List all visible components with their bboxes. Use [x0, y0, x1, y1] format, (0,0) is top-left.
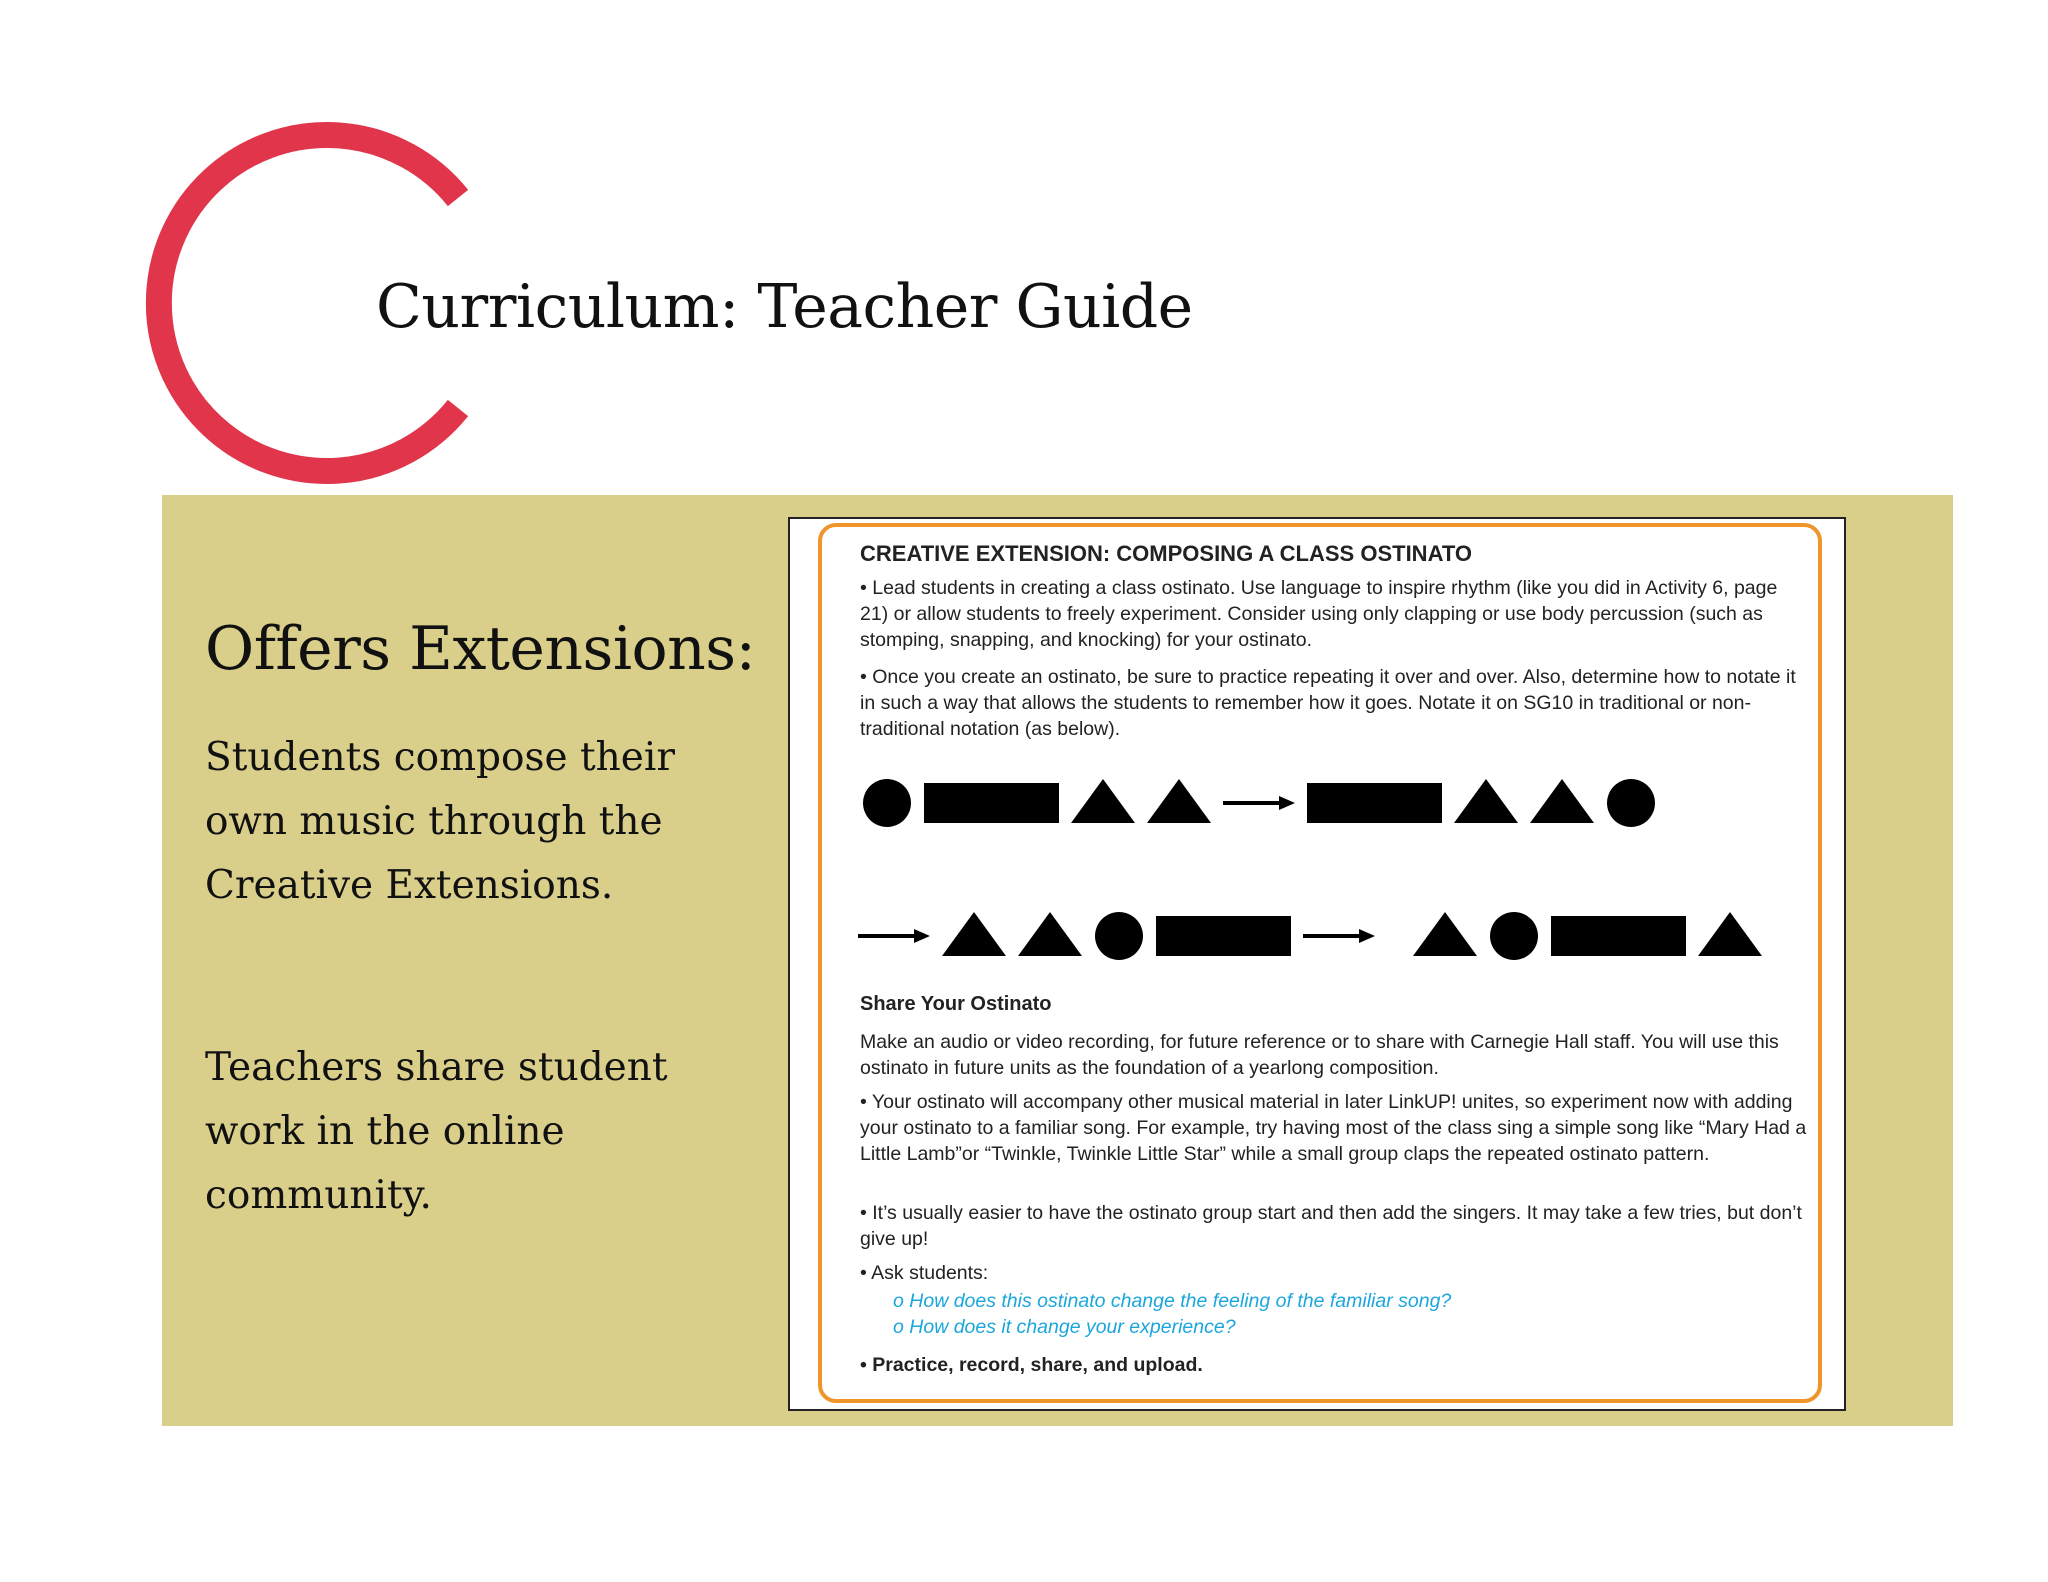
notation-row-1-rectangle-6 [1307, 783, 1442, 823]
notation-row-2-arrow-1 [858, 929, 930, 943]
notation-row-2-triangle-7 [1413, 912, 1477, 956]
share-paragraph: Teachers share student work in the online community. [205, 1045, 668, 1218]
notation-row-2-triangle-2 [942, 912, 1006, 956]
notation-row-1-triangle-8 [1530, 779, 1594, 823]
question-experience: ο How does it change your experience? [893, 1316, 1236, 1338]
notation-row-1-rectangle-2 [924, 783, 1059, 823]
notation-row-2-circle-4 [1095, 912, 1143, 960]
excerpt-bullet-practice: • Once you create an ostinato, be sure to practice repeating it over and over. Also, determine how to notate it in such a way that allows the students to remember how it goes. Notate it on SG10 in traditional or non-traditional notation (as below). [860, 666, 1796, 740]
notation-row-1-triangle-7 [1454, 779, 1518, 823]
notation-row-1-triangle-4 [1147, 779, 1211, 823]
notation-row-2-rectangle-5 [1156, 916, 1291, 956]
notation-row-2-circle-8 [1490, 912, 1538, 960]
section-heading: Offers Extensions: [205, 614, 756, 684]
excerpt-bullet-ask-students: • Ask students: [860, 1262, 989, 1284]
notation-row-1-triangle-3 [1071, 779, 1135, 823]
notation-row-1-arrow-5 [1223, 796, 1295, 810]
excerpt-bullet-practice-upload: • Practice, record, share, and upload. [860, 1354, 1203, 1376]
notation-row-2-triangle-3 [1018, 912, 1082, 956]
notation-row-2-arrow-6 [1303, 929, 1375, 943]
compose-paragraph: Students compose their own music through the Creative Extensions. [205, 735, 675, 908]
page-title: Curriculum: Teacher Guide [376, 272, 1193, 342]
share-ostinato-heading: Share Your Ostinato [860, 993, 1052, 1015]
share-paragraph-text: Make an audio or video recording, for future reference or to share with Carnegie Hall staff. You will use this ostinato in future units as the foundation of a yearlong composition. [860, 1031, 1779, 1079]
excerpt-bullet-accompany: • Your ostinato will accompany other musical material in later LinkUP! unites, so experiment now with adding your ostinato to a familiar song. For example, try having most of the class sing a simple song like “Mary Had a Little Lamb”or “Twinkle, Twinkle Little Star” while a small group claps the repeated ostinato pattern. [860, 1091, 1807, 1165]
question-feeling: ο How does this ostinato change the feeling of the familiar song? [893, 1290, 1452, 1312]
excerpt-title: CREATIVE EXTENSION: COMPOSING A CLASS OSTINATO [860, 541, 1472, 566]
excerpt-bullet-lead-students: • Lead students in creating a class ostinato. Use language to inspire rhythm (like you did in Activity 6, page 21) or allow students to freely experiment. Consider using only clapping or use body percussion (such as stomping, snapping, and knocking) for your ostinato. [860, 577, 1778, 651]
notation-row-1-circle-9 [1607, 779, 1655, 827]
curriculum-excerpt-image [788, 517, 1846, 1411]
notation-row-2-triangle-10 [1698, 912, 1762, 956]
notation-row-1-circle-1 [863, 779, 911, 827]
excerpt-bullet-easier: • It’s usually easier to have the ostinato group start and then add the singers. It may take a few tries, but don’t give up! [860, 1202, 1802, 1250]
notation-row-2-rectangle-9 [1551, 916, 1686, 956]
